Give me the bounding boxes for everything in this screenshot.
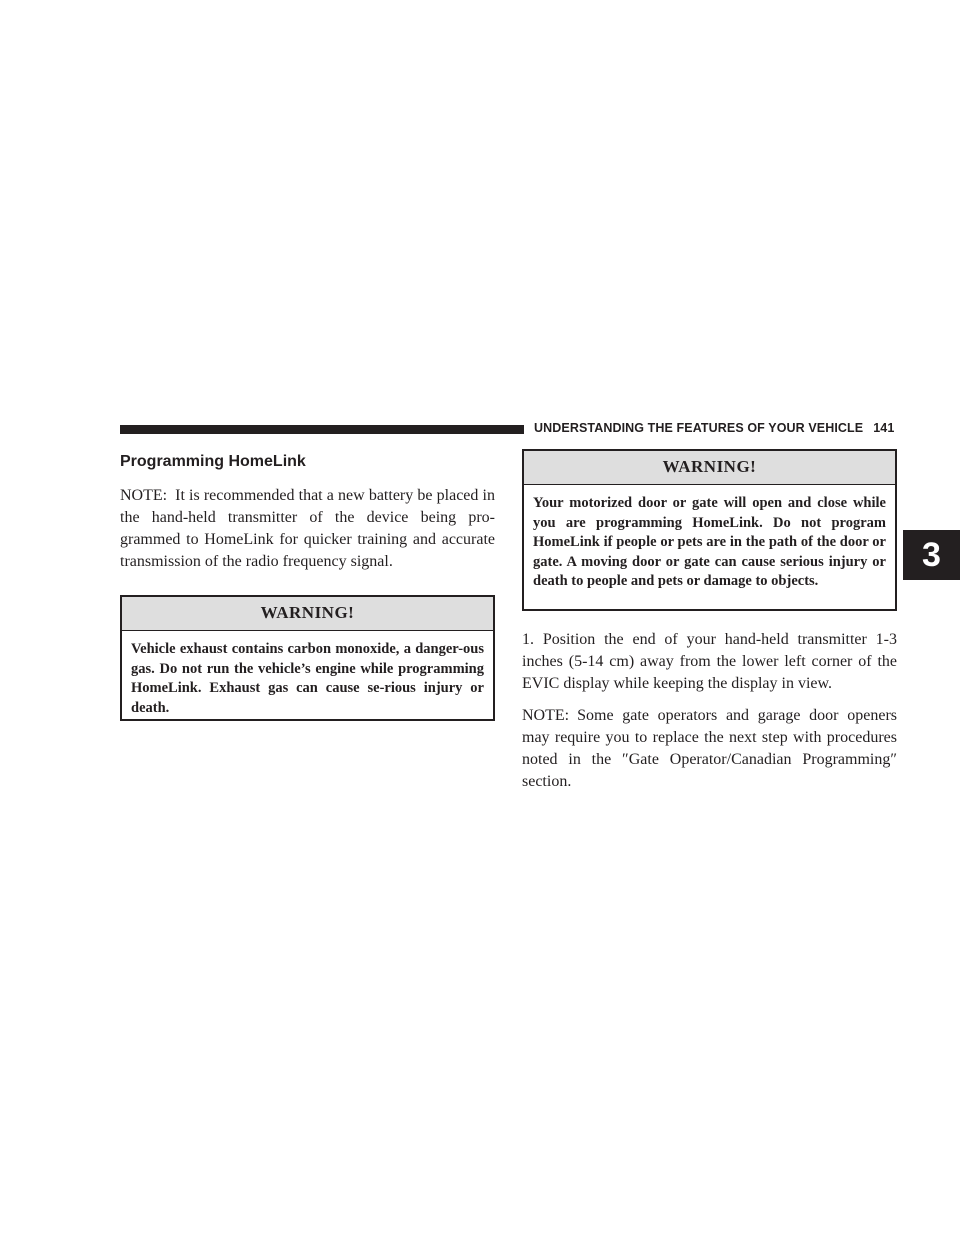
warning-text: Vehicle exhaust contains carbon monoxide, a danger-ous gas. Do not run the vehicle’s engine while programming HomeLink. Exhaust gas can cause se-rious injury or death. (131, 641, 484, 716)
header-rule (120, 425, 524, 434)
warning-heading: WARNING! (524, 451, 895, 485)
note-text: Some gate operators and garage door openers may require you to replace the next step with procedures noted in the ″Gate Operator/Canadian Programming″ section. (522, 707, 897, 790)
right-column (522, 449, 897, 803)
running-header (534, 421, 894, 435)
warning-heading: WARNING! (122, 597, 493, 631)
left-column (120, 449, 495, 721)
page-number: 141 (873, 421, 895, 435)
section-heading: Programming HomeLink (120, 453, 306, 470)
note-paragraph (522, 705, 897, 793)
chapter-tab: 3 (903, 530, 960, 580)
step-1-paragraph: 1. Position the end of your hand-held transmitter 1-3 inches (5-14 cm) away from the lower left corner of the EVIC display while keeping the display in view. (522, 631, 897, 692)
warning-box-door (522, 449, 897, 611)
note-label: NOTE: (522, 707, 570, 724)
warning-text: Your motorized door or gate will open and close while you are programming HomeLink. Do not program HomeLink if people or pets are in the path of the door or gate. A moving door or gate can cause serious injury or death to people and pets or damage to objects. (533, 495, 886, 589)
note-paragraph (120, 485, 495, 573)
warning-box-exhaust (120, 595, 495, 721)
note-label: NOTE: (120, 487, 168, 504)
note-text: It is recommended that a new battery be placed in the hand-held transmitter of the device being pro-grammed to HomeLink for quicker training and accurate transmission of the radio frequency signal. (120, 487, 495, 570)
section-title-header: UNDERSTANDING THE FEATURES OF YOUR VEHICLE (534, 421, 864, 435)
